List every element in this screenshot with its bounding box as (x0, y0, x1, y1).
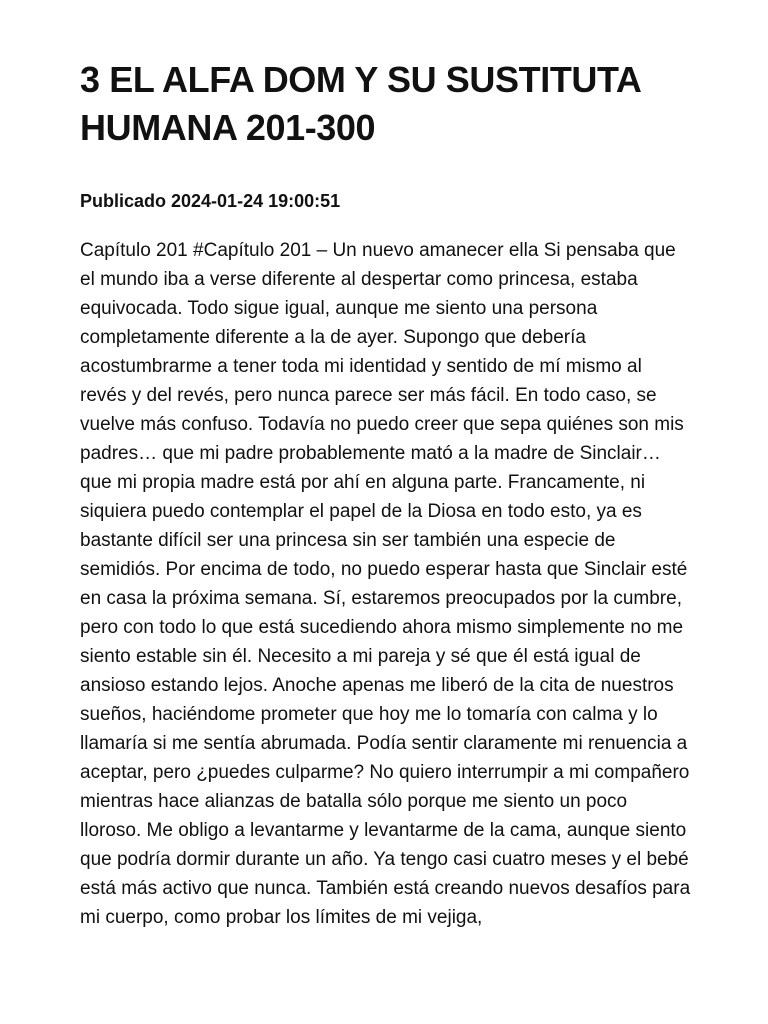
publish-date: Publicado 2024-01-24 19:00:51 (80, 191, 341, 211)
page-title: 3 EL ALFA DOM Y SU SUSTITUTA HUMANA 201-300 (80, 59, 641, 148)
article-body: Capítulo 201 #Capítulo 201 – Un nuevo amanecer ella Si pensaba que el mundo iba a verse diferente al despertar como princesa, estaba equivocada. Todo sigue igual, aunque me siento una persona completamente diferente a la de ayer. Supongo que debería acostumbrarme a tener toda mi identidad y sentido de mí mismo al revés y del revés, pero nunca parece ser más fácil. En todo caso, se vuelve más confuso. Todavía no puedo creer que sepa quiénes son mis padres… que mi padre probablemente mató a la madre de Sinclair… que mi propia madre está por ahí en alguna parte. Francamente, ni siquiera puedo contemplar el papel de la Diosa en todo esto, ya es bastante difícil ser una princesa sin ser también una especie de semidiós. Por encima de todo, no puedo esperar hasta que Sinclair esté en casa la próxima semana. Sí, estaremos preocupados por la cumbre, pero con todo lo que está sucediendo ahora mismo simplemente no me siento estable sin él. Necesito a mi pareja y sé que él está igual de ansioso estando lejos. Anoche apenas me liberó de la cita de nuestros sueños, haciéndome prometer que hoy me lo tomaría con calma y lo llamaría si me sentía abrumada. Podía sentir claramente mi renuencia a aceptar, pero ¿puedes culparme? No quiero interrumpir a mi compañero mientras hace alianzas de batalla sólo porque me siento un poco lloroso. Me obligo a levantarme y levantarme de la cama, aunque siento que podría dormir durante un año. Ya tengo casi cuatro meses y el bebé está más activo que nunca. También está creando nuevos desafíos para mi cuerpo, como probar los límites de mi vejiga, (80, 240, 691, 928)
article (80, 56, 692, 932)
